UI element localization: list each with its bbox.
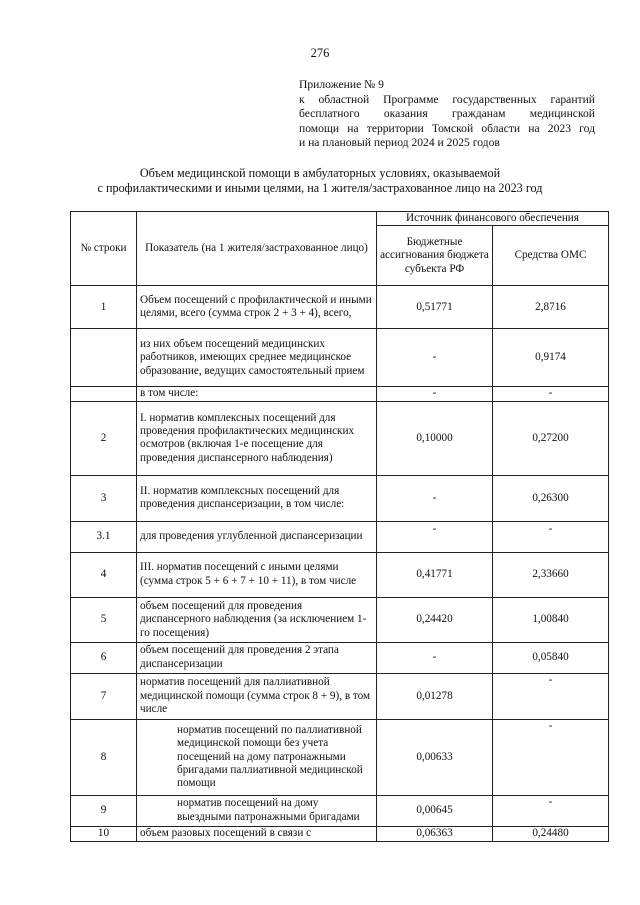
row-budget-value: 0,01278: [377, 673, 493, 719]
row-budget-value: -: [377, 475, 493, 521]
row-oms-value: -: [493, 795, 609, 826]
row-oms-value: 2,8716: [493, 286, 609, 329]
row-number: 2: [71, 401, 137, 475]
table-row: [71, 475, 609, 521]
row-number: 9: [71, 795, 137, 826]
row-budget-value: 0,41771: [377, 552, 493, 597]
row-indicator: объем посещений для проведения 2 этапа диспансеризации: [137, 642, 377, 673]
row-indicator: в том числе:: [137, 387, 377, 401]
row-number: 3: [71, 475, 137, 521]
row-indicator: объем разовых посещений в связи с: [137, 826, 377, 841]
table-row: [71, 795, 609, 826]
volume-table: [70, 211, 609, 842]
row-number: 5: [71, 597, 137, 642]
row-indicator: из них объем посещений медицинских работников, имеющих среднее медицинское образование, ведущих самостоятельный прием: [137, 329, 377, 387]
row-number: 8: [71, 719, 137, 795]
heading-line: с профилактическими и иными целями, на 1 жителя/застрахованное лицо на 2023 год: [97, 181, 543, 195]
row-oms-value: -: [493, 673, 609, 719]
row-oms-value: 2,33660: [493, 552, 609, 597]
table-row: [71, 329, 609, 387]
appendix-line: к областной Программе государственных гарантий: [299, 92, 595, 106]
header-oms: Средства ОМС: [493, 226, 609, 286]
row-indicator: I. норматив комплексных посещений для проведения профилактических медицинских осмотров (включая 1-е посещение для проведения диспансерного наблюдения): [137, 401, 377, 475]
row-budget-value: -: [377, 329, 493, 387]
row-number: [71, 387, 137, 401]
appendix-line: бесплатного оказания гражданам медицинской: [299, 107, 595, 121]
row-indicator: Объем посещений с профилактической и иными целями, всего (сумма строк 2 + 3 + 4), всего,: [137, 286, 377, 329]
row-oms-value: 0,24480: [493, 826, 609, 841]
row-budget-value: 0,00633: [377, 719, 493, 795]
row-oms-value: 0,05840: [493, 642, 609, 673]
row-number: 1: [71, 286, 137, 329]
row-oms-value: 0,27200: [493, 401, 609, 475]
table-row: [71, 642, 609, 673]
table-row: [71, 401, 609, 475]
appendix-title: Приложение № 9: [299, 78, 384, 91]
header-budget: Бюджетные ассигнования бюджета субъекта РФ: [377, 226, 493, 286]
row-oms-value: -: [493, 387, 609, 401]
row-oms-value: 1,00840: [493, 597, 609, 642]
page-number: 276: [310, 46, 330, 60]
row-oms-value: 0,26300: [493, 475, 609, 521]
row-budget-value: -: [377, 387, 493, 401]
header-indicator: Показатель (на 1 жителя/застрахованное лицо): [137, 212, 377, 286]
row-budget-value: -: [377, 521, 493, 552]
row-budget-value: 0,51771: [377, 286, 493, 329]
table-row: [71, 826, 609, 841]
table-row: [71, 597, 609, 642]
row-budget-value: 0,24420: [377, 597, 493, 642]
row-budget-value: 0,00645: [377, 795, 493, 826]
row-number: [71, 329, 137, 387]
row-indicator: для проведения углубленной диспансеризации: [137, 521, 377, 552]
appendix-line: и на плановый период 2024 и 2025 годов: [299, 136, 500, 150]
row-number: 4: [71, 552, 137, 597]
appendix-block: [299, 78, 595, 151]
table-row: [71, 387, 609, 401]
table-row: [71, 673, 609, 719]
document-heading: [40, 166, 600, 196]
row-indicator: норматив посещений на дому выездными патронажными бригадами: [137, 795, 377, 826]
row-indicator: II. норматив комплексных посещений для проведения диспансеризации, в том числе:: [137, 475, 377, 521]
row-indicator: III. норматив посещений с иными целями (сумма строк 5 + 6 + 7 + 10 + 11), в том числе: [137, 552, 377, 597]
table-row: [71, 286, 609, 329]
heading-line: Объем медицинской помощи в амбулаторных условиях, оказываемой: [139, 166, 501, 180]
row-indicator: норматив посещений для паллиативной медицинской помощи (сумма строк 8 + 9), в том числе: [137, 673, 377, 719]
row-oms-value: -: [493, 521, 609, 552]
table-row: [71, 552, 609, 597]
header-funding-source: Источник финансового обеспечения: [377, 212, 609, 226]
row-budget-value: 0,06363: [377, 826, 493, 841]
appendix-line: помощи на территории Томской области на 2023 год: [299, 121, 595, 135]
table-row: [71, 719, 609, 795]
row-number: 7: [71, 673, 137, 719]
row-number: 3.1: [71, 521, 137, 552]
row-budget-value: -: [377, 642, 493, 673]
row-oms-value: -: [493, 719, 609, 795]
row-indicator: объем посещений для проведения диспансерного наблюдения (за исключением 1-го посещения): [137, 597, 377, 642]
table-row: [71, 521, 609, 552]
row-indicator: норматив посещений по паллиативной медицинской помощи без учета посещений на дому патронажными бригадами паллиативной медицинской помощи: [137, 719, 377, 795]
row-budget-value: 0,10000: [377, 401, 493, 475]
row-oms-value: 0,9174: [493, 329, 609, 387]
header-row-no: № строки: [71, 212, 137, 286]
row-number: 10: [71, 826, 137, 841]
row-number: 6: [71, 642, 137, 673]
